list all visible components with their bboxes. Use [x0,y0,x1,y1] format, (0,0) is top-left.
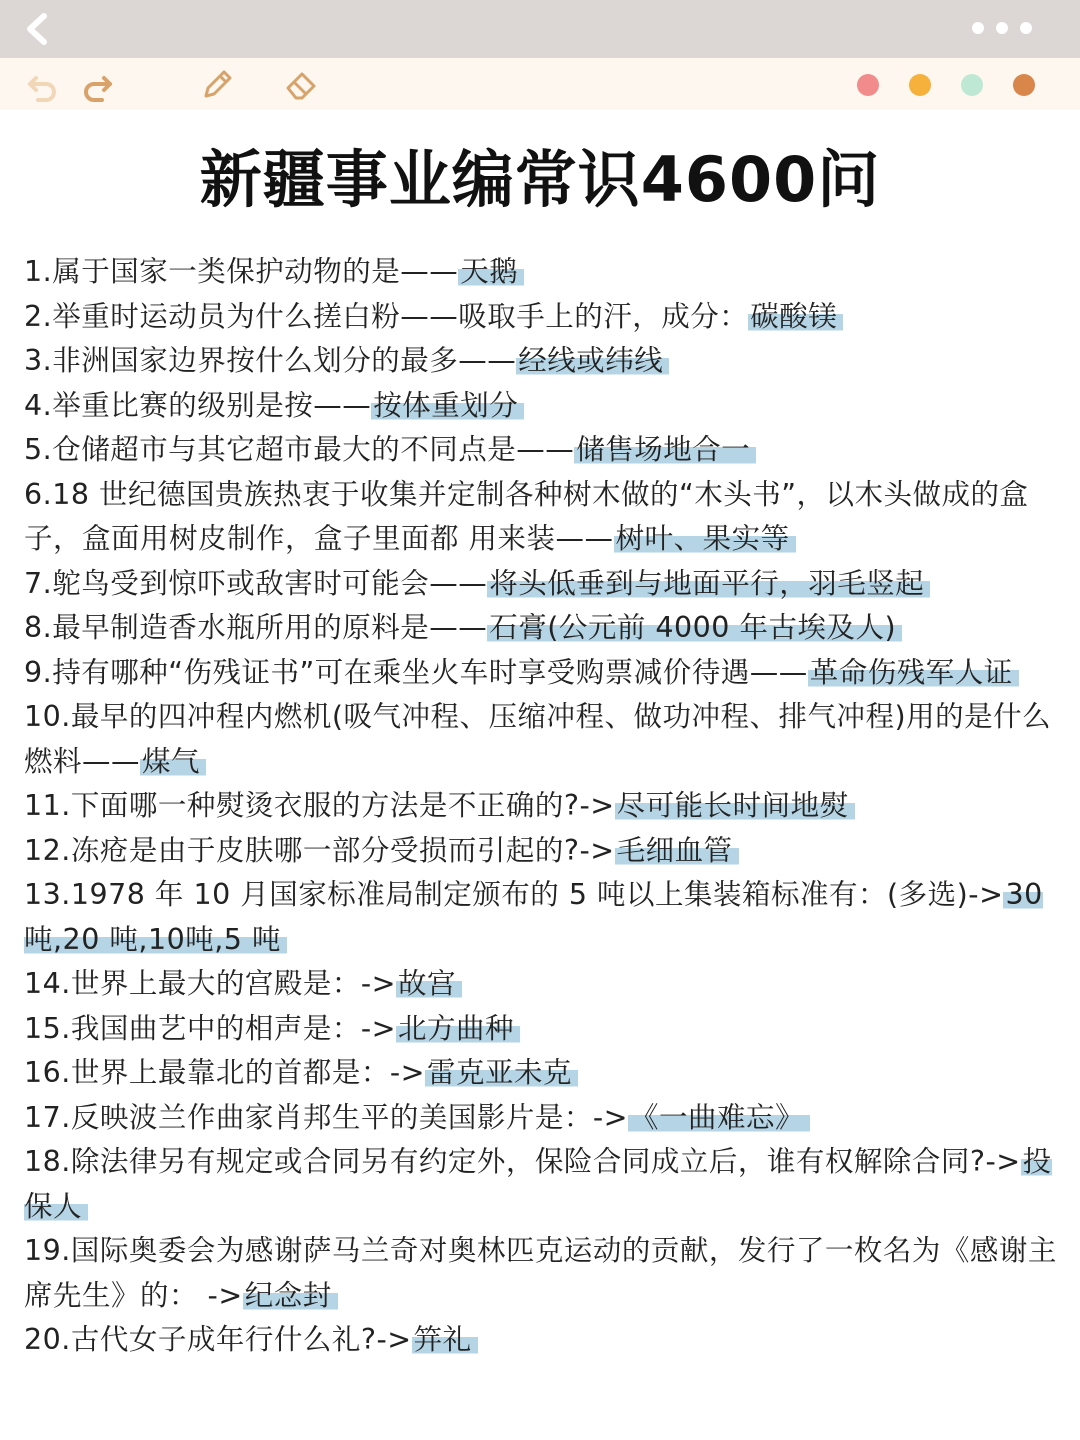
question-item [24,784,1058,829]
back-button[interactable] [18,8,60,50]
answer-highlight: 雷克亚未克 [425,1056,578,1089]
question-text: 11.下面哪一种熨烫衣服的方法是不正确的?-> [24,789,615,822]
color-swatch-orange[interactable] [909,74,931,96]
eraser-icon [284,68,318,102]
answer-highlight: 按体重划分 [371,389,524,422]
answer-highlight: 石膏(公元前 4000 年古埃及人) [487,611,902,644]
question-text: 19.国际奥委会为感谢萨马兰奇对奥林匹克运动的贡献，发行了一枚名为《感谢主席先生》的： -> [24,1234,1057,1312]
answer-highlight: 投保人 [24,1145,1052,1223]
question-item [24,962,1058,1007]
color-swatch-red[interactable] [857,74,879,96]
redo-button[interactable] [80,68,114,102]
question-item [24,295,1058,340]
redo-icon [80,68,114,102]
undo-button[interactable] [26,68,60,102]
answer-highlight: 30 吨,20 吨,10吨,5 吨 [24,878,1043,956]
answer-highlight: 经线或纬线 [516,344,669,377]
answer-highlight: 煤气 [140,745,206,778]
question-item [24,606,1058,651]
question-text: 8.最早制造香水瓶所用的原料是—— [24,611,488,644]
question-item [24,562,1058,607]
answer-highlight: 《一曲难忘》 [628,1101,810,1134]
answer-highlight: 笄礼 [412,1323,478,1356]
question-text: 15.我国曲艺中的相声是：-> [24,1011,396,1045]
chevron-left-icon [18,8,60,50]
undo-icon [26,68,60,102]
question-item [24,384,1058,429]
question-item [24,1007,1058,1052]
answer-highlight: 故宫 [396,967,462,1000]
question-text: 18.除法律另有规定或合同另有约定外，保险合同成立后，谁有权解除合同?-> [24,1145,1021,1178]
question-item [24,339,1058,384]
answer-highlight: 将头低垂到与地面平行，羽毛竖起 [487,567,930,600]
answer-highlight: 天鹅 [458,255,524,288]
question-item [24,695,1058,784]
pencil-button[interactable] [200,68,234,102]
answer-highlight: 革命伤残军人证 [808,656,1019,689]
top-bar [0,0,1080,58]
question-item [24,829,1058,874]
answer-highlight: 尽可能长时间地熨 [615,789,855,822]
question-text: 4.举重比赛的级别是按—— [24,388,372,422]
question-item [24,1051,1058,1096]
question-text: 5.仓储超市与其它超市最大的不同点是—— [24,433,575,466]
question-text: 3.非洲国家边界按什么划分的最多—— [24,344,517,377]
question-text: 12.冻疮是由于皮肤哪一部分受损而引起的?-> [24,833,615,867]
question-item [24,1140,1058,1229]
question-item [24,1096,1058,1141]
question-text: 6.18 世纪德国贵族热衷于收集并定制各种树木做的“木头书”，以木头做成的盒子，盒面用树皮制作，盒子里面都 用来装—— [24,477,1029,555]
question-item [24,651,1058,696]
question-text: 14.世界上最大的宫殿是：-> [24,967,396,1000]
question-list [24,250,1058,1363]
question-text: 16.世界上最靠北的首都是：-> [24,1056,425,1089]
more-dots-icon [966,10,1046,46]
color-swatch-mint[interactable] [961,74,983,96]
question-text: 7.鸵鸟受到惊吓或敌害时可能会—— [24,566,488,600]
answer-highlight: 树叶、果实等 [614,522,796,555]
answer-highlight: 纪念封 [243,1279,338,1312]
question-item [24,873,1058,962]
page-title: 新疆事业编常识4600问 [199,143,881,216]
question-text: 1.属于国家一类保护动物的是—— [24,255,459,288]
answer-highlight: 储售场地合一 [574,433,756,466]
question-text: 10.最早的四冲程内燃机(吸气冲程、压缩冲程、做功冲程、排气冲程)用的是什么燃料—— [24,700,1052,778]
color-swatch-brown[interactable] [1013,74,1035,96]
question-text: 17.反映波兰作曲家肖邦生平的美国影片是：-> [24,1100,628,1134]
answer-highlight: 毛细血管 [615,834,739,867]
question-text: 2.举重时运动员为什么搓白粉——吸取手上的汗，成分： [24,299,749,333]
question-text: 9.持有哪种“伤残证书”可在乘坐火车时享受购票减价待遇—— [24,655,808,689]
question-item [24,1229,1058,1318]
pencil-icon [200,68,234,102]
eraser-button[interactable] [284,68,318,102]
question-item [24,250,1058,295]
more-button[interactable] [966,10,1046,46]
question-text: 13.1978 年 10 月国家标准局制定颁布的 5 吨以上集装箱标准有：(多选)-> [24,878,1004,911]
question-text: 20.古代女子成年行什么礼?-> [24,1323,412,1356]
question-item [24,1318,1058,1363]
question-item [24,473,1058,562]
answer-highlight: 碳酸镁 [748,300,843,333]
question-item [24,428,1058,473]
answer-highlight: 北方曲种 [396,1012,520,1045]
